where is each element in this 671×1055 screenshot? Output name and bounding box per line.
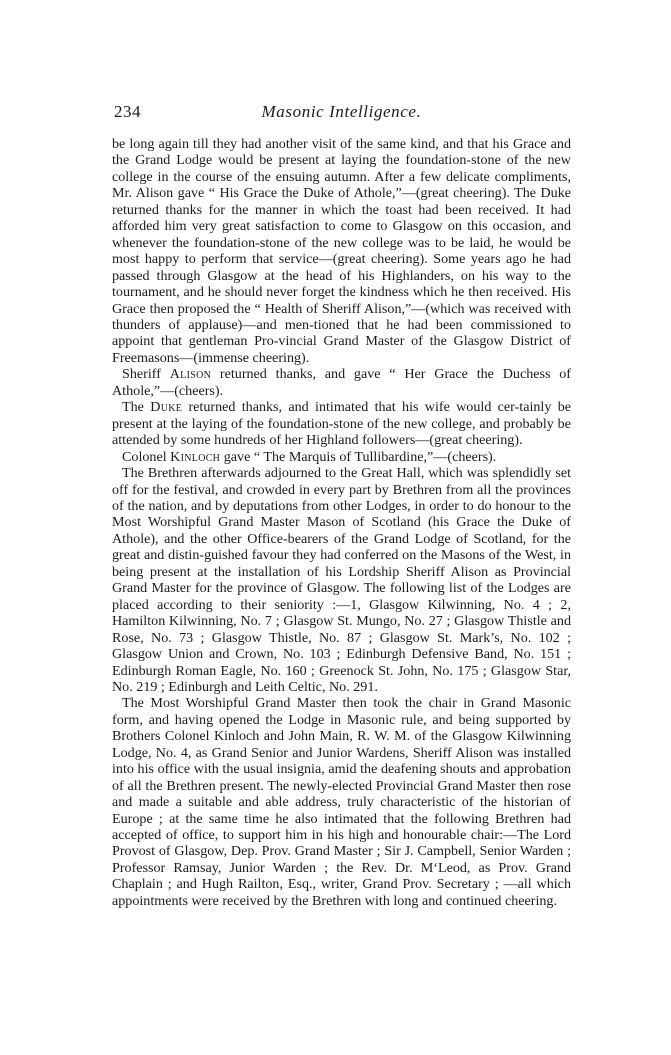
- speaker-name: Duke: [150, 399, 183, 416]
- paragraph-p6: [112, 695, 571, 909]
- paragraph-text: be long again till they had another visit of the same kind, and that his Grace and the Grand Lodge would be present at laying the foundation-stone of the new college in the course of the ensuing autumn. After a few delicate compliments, Mr. Alison gave “ His Grace the Duke of Athole,”—(great cheering). The Duke returned thanks for the manner in which the toast had been received. It had afforded him very great satisfaction to come to Glasgow on this occasion, and whenever the foundation-stone of the new college was to be laid, he would be most happy to perform that service—(great cheering). Some years ago he had passed through Glasgow at the head of his Highlanders, on his way to the tournament, and he should never forget the kindness which he then received. His Grace then proposed the “ Health of Sheriff Alison,”—(which was received with thunders of applause)—and men-tioned that he had been commissioned to appoint that gentleman Pro-vincial Grand Master of the Glasgow District of Freemasons—(immense cheering).: [112, 136, 571, 366]
- paragraph-text: gave “ The Marquis of Tullibardine,”—(cheers).: [220, 448, 497, 465]
- paragraph-text: returned thanks, and intimated that his wife would cer-tainly be present at the laying of the foundation-stone of the new college, and probably be attended by some hundreds of her Highland followers—(great cheering).: [112, 399, 572, 449]
- book-page: [112, 102, 571, 909]
- paragraph-text: Colonel: [122, 448, 171, 465]
- paragraph-text: The Most Worshipful Grand Master then took the chair in Grand Masonic form, and having opened the Lodge in Masonic rule, and being supported by Brothers Colonel Kinloch and John Main, R. W. M. of the Glasgow Kilwinning Lodge, No. 4, as Grand Senior and Junior Wardens, Sheriff Alison was installed into his office with the usual insignia, amid the deafening shouts and approbation of all the Brethren present. The newly-elected Provincial Grand Master then rose and made a suitable and able address, truly characteristic of the historian of Europe ; at the same time he also intimated that the following Brethren had accepted of office, to support him in his high and honourable chair:—The Lord Provost of Glasgow, Dep. Prov. Grand Master ; Sir J. Campbell, Senior Warden ; Professor Ramsay, Junior Warden ; the Rev. Dr. M‘Leod, as Prov. Grand Chaplain ; and Hugh Railton, Esq., writer, Grand Prov. Secretary ; —all which appointments were received by the Brethren with long and continued cheering.: [112, 695, 571, 909]
- paragraph-p1: [112, 136, 571, 366]
- paragraph-text: The Brethren afterwards adjourned to the Great Hall, which was splendidly set off for the festival, and crowded in every part by Brethren from all the provinces of the nation, and by deputations from other Lodges, in order to do honour to the Most Worshipful Grand Master Mason of Scotland (his Grace the Duke of Athole), and the other Office-bearers of the Grand Lodge of Scotland, for the great and distin-guished favour they had conferred on the Masons of the West, in being present at the installation of his Lordship Sheriff Alison as Provincial Grand Master for the province of Glasgow. The following list of the Lodges are placed according to their seniority :—1, Glasgow Kilwinning, No. 4 ; 2, Hamilton Kilwinning, No. 7 ; Glasgow St. Mungo, No. 27 ; Glasgow Thistle and Rose, No. 73 ; Glasgow Thistle, No. 87 ; Glasgow St. Mark’s, No. 102 ; Glasgow Union and Crown, No. 103 ; Edinburgh Defensive Band, No. 151 ; Edinburgh Roman Eagle, No. 160 ; Greenock St. John, No. 175 ; Glasgow Star, No. 219 ; Edinburgh and Leith Celtic, No. 291.: [112, 465, 571, 695]
- speaker-name: Alison: [169, 366, 212, 383]
- running-title: Masonic Intelligence.: [261, 102, 422, 121]
- paragraph-text: Sheriff: [122, 366, 170, 383]
- speaker-name: Kinloch: [170, 448, 221, 465]
- paragraph-p4: [112, 449, 571, 465]
- page-number: 234: [114, 102, 141, 121]
- paragraph-text: The: [122, 399, 151, 416]
- body-text: [112, 136, 571, 909]
- paragraph-p2: [112, 366, 571, 399]
- paragraph-p5: [112, 465, 571, 695]
- running-header: [112, 102, 571, 128]
- paragraph-p3: [112, 399, 571, 448]
- paragraph-text: returned thanks, and gave “ Her Grace the Duchess of Athole,”—(cheers).: [112, 366, 572, 399]
